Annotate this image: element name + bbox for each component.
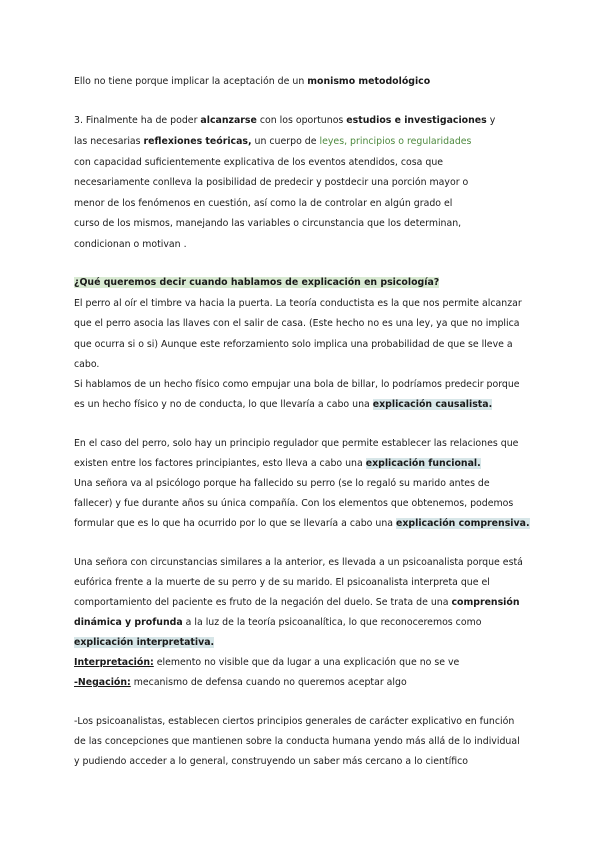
- monismo-line: Ello no tiene porque implicar la aceptación de un monismo metodológico: [74, 76, 431, 87]
- psicoanalista-line-4: dinámica y profunda a la luz de la teoría psicoanalítica, lo que reconoceremos como: [74, 617, 482, 628]
- billiard-line-2: es un hecho físico y no de conducta, lo que llevaría a cabo una explicación causalista.: [74, 399, 493, 410]
- dog-line-3: que ocurra si o si) Aunque este reforzamiento solo implica una probabilidad de que se lleve a: [74, 339, 513, 350]
- regulator-line-1: En el caso del perro, solo hay un principio regulador que permite establecer las relaciones que: [74, 438, 519, 449]
- dog-line-4: cabo.: [74, 359, 100, 370]
- comprensiva-term: explicación comprensiva.: [396, 518, 530, 529]
- negacion-term: -Negación:: [74, 677, 131, 688]
- interpretativa-term: explicación interpretativa.: [74, 637, 215, 648]
- interpretacion-term: Interpretación:: [74, 657, 154, 668]
- point-3-line-4: necesariamente conlleva la posibilidad de predecir y postdecir una porción mayor o: [74, 177, 469, 188]
- negacion-definition: -Negación: mecanismo de defensa cuando no queremos aceptar algo: [74, 677, 407, 688]
- dog-line-2: que el perro asocia las llaves con el salir de casa. (Este hecho no es una ley, ya que no implica: [74, 318, 520, 329]
- point-3-line-3: con capacidad suficientemente explicativa de los eventos atendidos, cosa que: [74, 157, 444, 168]
- monismo-term: monismo metodológico: [307, 76, 431, 87]
- senora-line-1: Una señora va al psicólogo porque ha fallecido su perro (se lo regaló su marido antes de: [74, 478, 490, 489]
- point-3-line-5: menor de los fenómenos en cuestión, así como la de controlar en algún grado el: [74, 198, 453, 209]
- conclusion-line-2: de las concepciones que mantienen sobre la conducta humana yendo más allá de lo individual: [74, 736, 520, 747]
- dog-line-1: El perro al oír el timbre va hacia la puerta. La teoría conductista es la que nos permite alcanzar: [74, 298, 522, 309]
- psicoanalista-line-1: Una señora con circunstancias similares a la anterior, es llevada a un psicoanalista porque está: [74, 557, 523, 568]
- interpretacion-definition: Interpretación: elemento no visible que da lugar a una explicación que no se ve: [74, 657, 460, 668]
- conclusion-line-3: y pudiendo acceder a lo general, construyendo un saber más cercano a lo científico: [74, 756, 468, 767]
- funcional-term: explicación funcional.: [365, 458, 481, 469]
- billiard-line-1: Si hablamos de un hecho físico como empujar una bola de billar, lo podríamos predecir porque: [74, 379, 520, 390]
- point-3-line-6: curso de los mismos, manejando las variables o circunstancia que los determinan,: [74, 218, 462, 229]
- point-3-line-7: condicionan o motivan .: [74, 239, 187, 250]
- psicoanalista-line-5: [74, 636, 214, 649]
- green-phrase: leyes, principios o regularidades: [319, 136, 472, 147]
- causalista-term: explicación causalista.: [372, 399, 493, 410]
- regulator-line-2: existen entre los factores principiantes, esto lleva a cabo una explicación funcional.: [74, 458, 481, 469]
- psicoanalista-line-2: eufórica frente a la muerte de su perro y de su marido. El psicoanalista interpreta que el: [74, 577, 490, 588]
- senora-line-2: fallecer) y fue durante años su única compañía. Con los elementos que obtenemos, podemos: [74, 498, 514, 509]
- point-3-line-1: 3. Finalmente ha de poder alcanzarse con los oportunos estudios e investigaciones y: [74, 115, 496, 126]
- section-heading: ¿Qué queremos decir cuando hablamos de explicación en psicología?: [74, 277, 440, 288]
- conclusion-line-1: -Los psicoanalistas, establecen ciertos principios generales de carácter explicativo en función: [74, 716, 515, 727]
- point-3-line-2: las necesarias reflexiones teóricas, un cuerpo de leyes, principios o regularidades: [74, 136, 472, 147]
- senora-line-3: formular que es lo que ha ocurrido por lo que se llevaría a cabo una explicación comprensiva.: [74, 518, 530, 529]
- psicoanalista-line-3: comportamiento del paciente es fruto de la negación del duelo. Se trata de una comprensión: [74, 597, 520, 608]
